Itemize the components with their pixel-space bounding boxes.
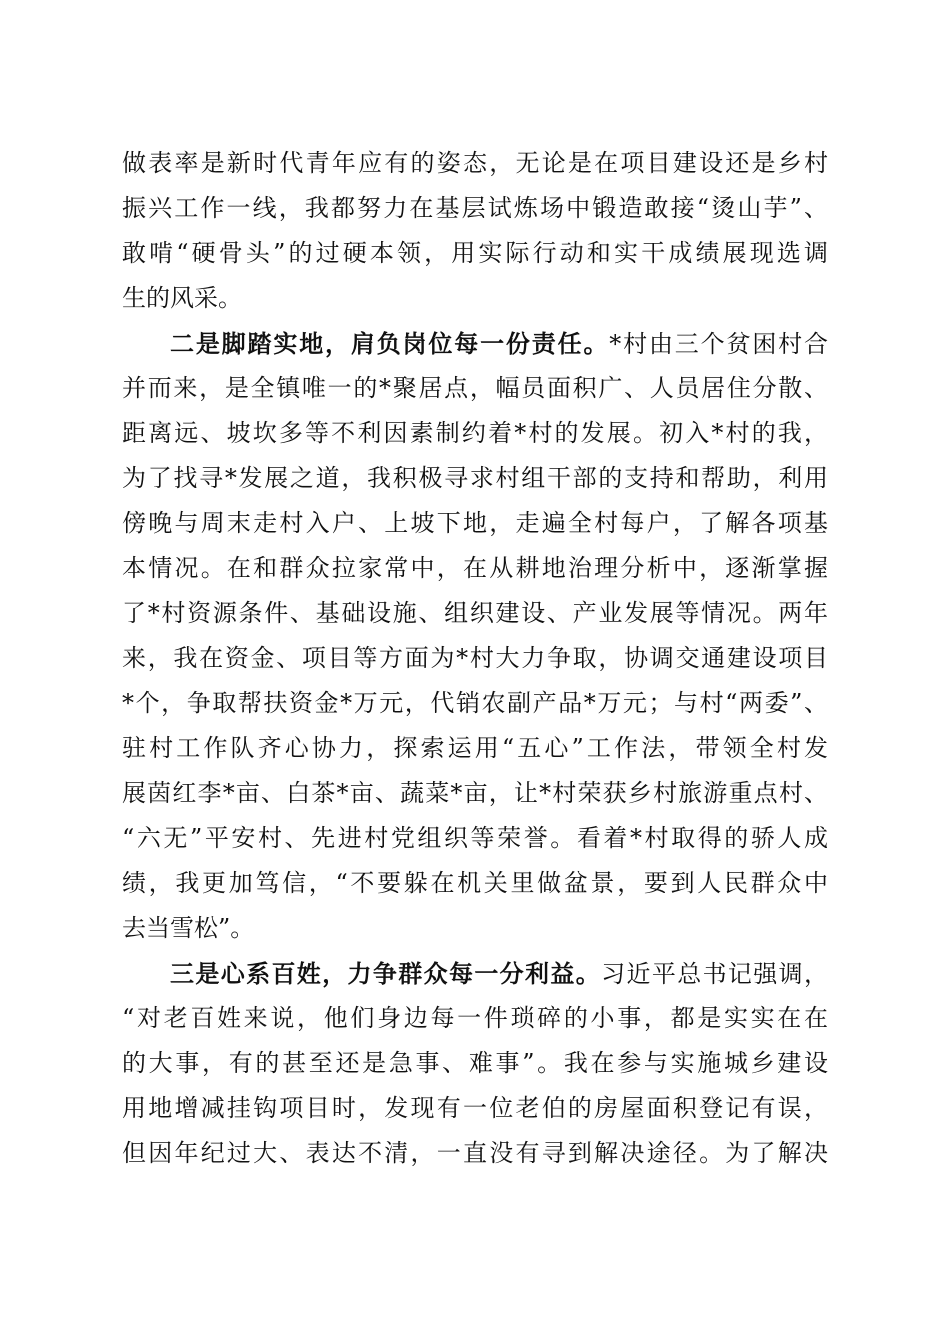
paragraph-3-first-text: 习近平总书记强调， [601, 960, 828, 988]
text-line: 绩，我更加笃信，“不要躲在机关里做盆景，要到人民群众中 [122, 869, 828, 897]
document-body [122, 141, 828, 1176]
text-line: 本情况。在和群众拉家常中，在从耕地治理分析中，逐渐掌握 [122, 554, 828, 582]
paragraph-3-first-line [122, 951, 828, 996]
text-line: 但因年纪过大、表达不清，一直没有寻到解决途径。为了解决 [122, 1139, 828, 1167]
text-line: 敢啃“硬骨头”的过硬本领，用实际行动和实干成绩展现选调 [122, 239, 828, 267]
text-line: “六无”平安村、先进村党组织等荣誉。看着*村取得的骄人成 [122, 824, 828, 852]
text-line: 为了找寻*发展之道，我积极寻求村组干部的支持和帮助，利用 [122, 464, 828, 492]
text-line: “对老百姓来说，他们身边每一件琐碎的小事，都是实实在在 [122, 1004, 828, 1032]
text-line: 傍晚与周末走村入户、上坡下地，走遍全村每户，了解各项基 [122, 509, 828, 537]
text-line: 做表率是新时代青年应有的姿态，无论是在项目建设还是乡村 [122, 149, 828, 177]
text-line: 的大事，有的甚至还是急事、难事”。我在参与实施城乡建设 [122, 1049, 828, 1077]
text-line: 并而来，是全镇唯一的*聚居点，幅员面积广、人员居住分散、 [122, 374, 828, 402]
paragraph-2-heading: 二是脚踏实地，肩负岗位每一份责任。 [170, 329, 610, 358]
text-line: 了*村资源条件、基础设施、组织建设、产业发展等情况。两年 [122, 599, 828, 627]
text-line: 来，我在资金、项目等方面为*村大力争取，协调交通建设项目 [122, 644, 828, 672]
text-line: 生的风采。 [122, 284, 242, 312]
text-line: 驻村工作队齐心协力，探索运用“五心”工作法，带领全村发 [122, 734, 828, 762]
text-line: *个，争取帮扶资金*万元，代销农副产品*万元；与村“两委”、 [122, 689, 828, 717]
text-line: 去当雪松”。 [122, 914, 255, 942]
text-line: 振兴工作一线，我都努力在基层试炼场中锻造敢接“烫山芋”、 [122, 194, 828, 222]
text-line: 用地增减挂钩项目时，发现有一位老伯的房屋面积登记有误， [122, 1094, 828, 1122]
paragraph-3-heading: 三是心系百姓，力争群众每一分利益。 [170, 959, 602, 988]
text-line: 距离远、坡坎多等不利因素制约着*村的发展。初入*村的我， [122, 419, 828, 447]
text-line: 展茵红李*亩、白茶*亩、蔬菜*亩，让*村荣获乡村旅游重点村、 [122, 779, 828, 807]
paragraph-2-first-line [122, 321, 828, 366]
paragraph-2-first-text: *村由三个贫困村合 [609, 330, 828, 358]
